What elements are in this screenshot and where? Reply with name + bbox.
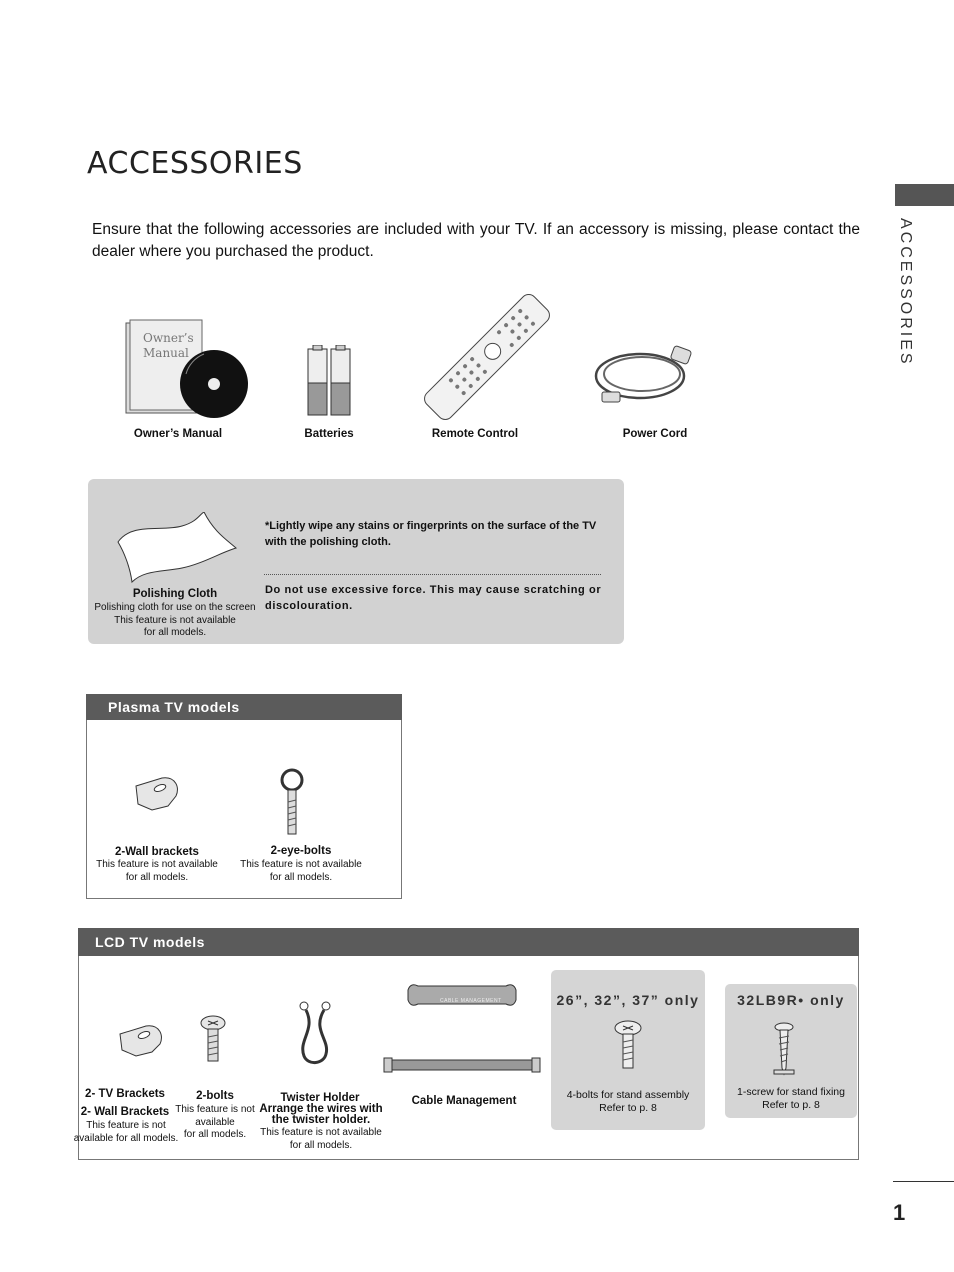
model-only-header: 32LB9R• only xyxy=(737,992,845,1008)
cable-management-bar-icon xyxy=(382,1054,542,1083)
polishing-note-1: *Lightly wipe any stains or fingerprints on the surface of the TV with the polishing cloth. xyxy=(265,520,597,548)
lcd-tv-brackets-caption: 2- TV Brackets xyxy=(85,1088,165,1100)
battery-icon xyxy=(306,345,352,422)
lcd-cable-management-caption: Cable Management xyxy=(411,1095,517,1107)
remote-caption: Remote Control xyxy=(431,428,519,440)
twister-holder-icon xyxy=(296,1000,336,1071)
lcd-wall-bracket-icon xyxy=(116,1022,166,1063)
stand-screw-icon xyxy=(772,1022,796,1081)
lcd-bolts-caption: 2-bolts xyxy=(196,1090,234,1102)
screw-icon xyxy=(613,1020,643,1077)
plasma-wall-brackets-note: This feature is not available for all models. xyxy=(96,859,218,883)
sizes-only-desc: 4-bolts for stand assembly Refer to p. 8 xyxy=(566,1089,690,1114)
side-tab-label: ACCESSORIES xyxy=(897,218,914,367)
note-divider xyxy=(264,574,601,575)
lcd-wall-brackets-caption: 2- Wall Brackets xyxy=(80,1106,170,1118)
polishing-caption: Polishing Cloth xyxy=(132,588,218,600)
lcd-twister-desc: Arrange the wires with the twister holder. xyxy=(259,1103,383,1126)
plasma-eye-bolts-caption: 2-eye-bolts xyxy=(270,845,332,857)
model-only-desc: 1-screw for stand fixing Refer to p. 8 xyxy=(737,1086,845,1111)
intro-text: Ensure that the following accessories are included with your TV. If an accessory is missing, please contact the dealer where you purchased the product. xyxy=(92,221,860,260)
page-number-rule xyxy=(893,1181,954,1182)
polishing-note-2: Do not use excessive force. This may cause scratching or discolouration. xyxy=(265,584,602,612)
side-tab-bar xyxy=(895,184,954,206)
lcd-twister-caption: Twister Holder xyxy=(280,1092,360,1104)
lcd-bolts-note: This feature is not available for all models. xyxy=(175,1104,255,1140)
wall-bracket-icon xyxy=(132,774,182,819)
sizes-only-header: 26”, 32”, 37” only xyxy=(556,992,700,1008)
polishing-cloth-icon xyxy=(112,512,242,589)
manual-caption: Owner’s Manual xyxy=(133,428,223,440)
cable-management-print: CABLE MANAGEMENT xyxy=(440,998,502,1004)
plasma-wall-brackets-caption: 2-Wall brackets xyxy=(115,846,199,858)
page-title: ACCESSORIES xyxy=(87,146,303,181)
page-number: 1 xyxy=(893,1200,906,1225)
plasma-eye-bolts-note: This feature is not available for all models. xyxy=(240,859,362,883)
lcd-panel-header: LCD TV models xyxy=(78,928,859,956)
power-cord-caption: Power Cord xyxy=(622,428,688,440)
manual-cover-text: Owner’s Manual xyxy=(143,331,194,360)
lcd-twister-note: This feature is not available for all models. xyxy=(260,1127,382,1151)
power-cord-icon xyxy=(592,340,702,415)
lcd-brackets-note: This feature is not available for all models. xyxy=(73,1120,179,1144)
eye-bolt-icon xyxy=(277,768,309,843)
remote-icon xyxy=(422,287,552,432)
batteries-caption: Batteries xyxy=(304,428,354,440)
plasma-panel-header: Plasma TV models xyxy=(86,694,402,720)
bolt-icon xyxy=(198,1015,228,1070)
polishing-desc: Polishing cloth for use on the screen This feature is not available for all models. xyxy=(94,602,256,638)
